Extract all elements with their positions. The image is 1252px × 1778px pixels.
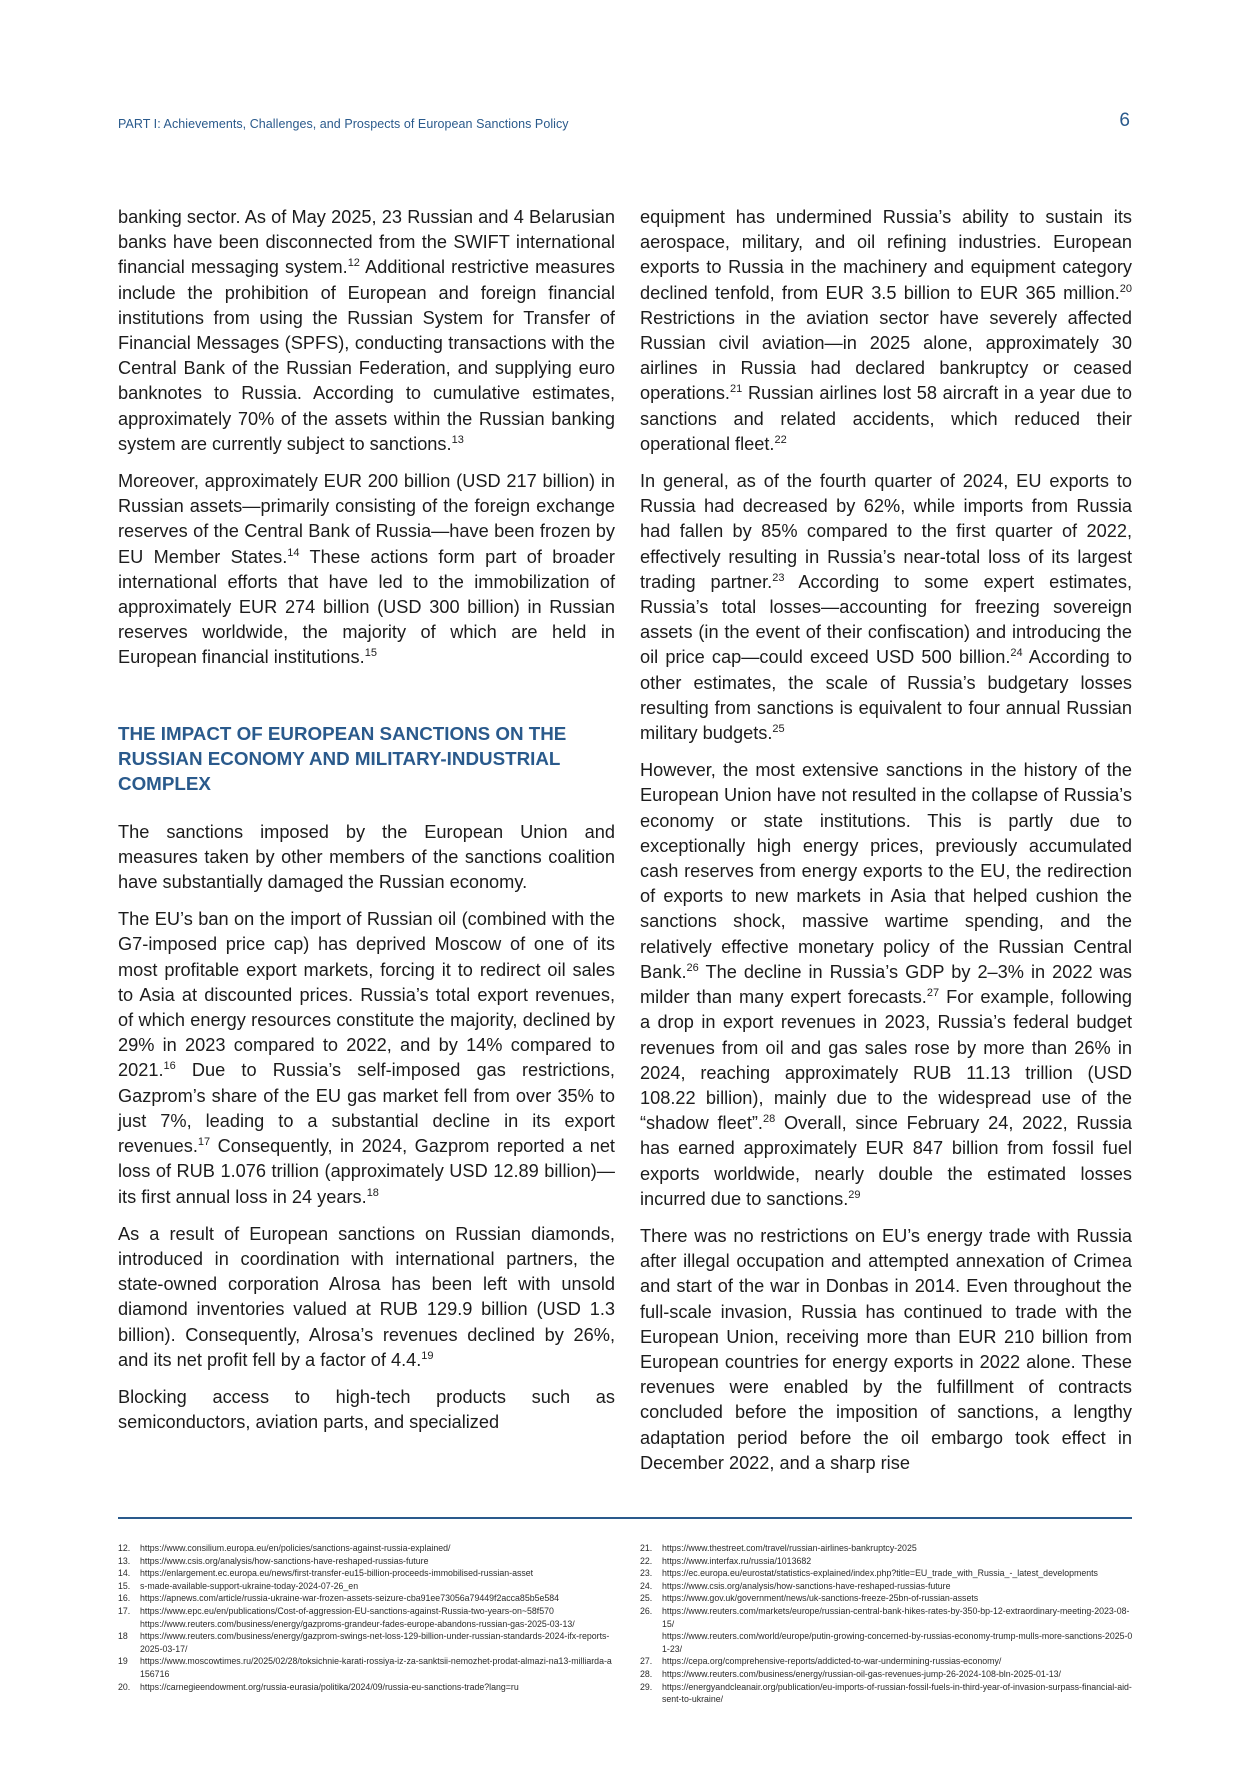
footnote: 13. https://www.csis.org/analysis/how-sanctions-have-reshaped-russias-future — [118, 1555, 613, 1568]
footnote-link[interactable]: https://carnegieendowment.org/russia-eurasia/politika/2024/09/russia-eu-sanctions-trade?lang=ru — [140, 1681, 519, 1692]
footnote-ref[interactable]: 12 — [347, 257, 360, 270]
page-number: 6 — [1119, 110, 1130, 131]
footnotes-right — [640, 1542, 1134, 1706]
footnote: 24. https://www.csis.org/analysis/how-sanctions-have-reshaped-russias-future — [640, 1580, 1134, 1593]
footnote-link[interactable]: https://www.csis.org/analysis/how-sanctions-have-reshaped-russias-future — [662, 1580, 951, 1591]
footnote-ref[interactable]: 13 — [451, 433, 464, 446]
footnotes-left — [118, 1542, 613, 1693]
footnote-ref[interactable]: 25 — [772, 723, 785, 735]
paragraph: As a result of European sanctions on Russian diamonds, introduced in coordination with international partners, the state-owned corporation Alrosa has been left with unsold diamond inventories valued at RUB 129.9 billion (USD 1.3 billion). Consequently, Alrosa’s revenues declined by 26%, and its net profit fell by a factor of 4.4.19 — [118, 1223, 615, 1370]
footnote-link[interactable]: https://www.reuters.com/business/energy/gazprom-swings-net-loss-129-billion-under-russian-standards-2024-ifx-reports-2025-03-17/ — [140, 1631, 610, 1654]
footnote: 12. https://www.consilium.europa.eu/en/policies/sanctions-against-russia-explained/ — [118, 1542, 613, 1555]
footnote — [640, 1630, 1134, 1655]
footnote-ref[interactable]: 16 — [163, 1060, 176, 1073]
running-header: PART I: Achievements, Challenges, and Prospects of European Sanctions Policy — [118, 117, 569, 131]
footnote: 16. https://apnews.com/article/russia-ukraine-war-frozen-assets-seizure-cba91ee73056a79449f2acca85b5e584 — [118, 1592, 613, 1605]
footnote: 21. https://www.thestreet.com/travel/russian-airlines-bankruptcy-2025 — [640, 1542, 1134, 1555]
footnote: 19 https://www.moscowtimes.ru/2025/02/28/toksichnie-karati-rossiya-iz-za-sanktsii-nemozhet-prodat-almazi-na13-milliarda-a156716 — [118, 1656, 612, 1679]
footnote-ref[interactable]: 26 — [686, 961, 699, 974]
footnote-ref[interactable]: 28 — [762, 1113, 776, 1126]
footnote: 18 https://www.reuters.com/business/energy/gazprom-swings-net-loss-129-billion-under-russian-standards-2024-ifx-reports-2025-03-17/ — [118, 1630, 613, 1655]
footnote-ref[interactable]: 29 — [848, 1188, 861, 1201]
footnote: 22. https://www.interfax.ru/russia/1013682 — [640, 1555, 1134, 1568]
footnote-ref[interactable]: 18 — [366, 1186, 379, 1199]
footnote — [118, 1618, 613, 1631]
footnote-link[interactable]: https://www.reuters.com/business/energy/gazproms-grandeur-fades-europe-abandons-russian-gas-2025-03-13/ — [140, 1618, 575, 1629]
footnote: 26. https://www.reuters.com/markets/europe/russian-central-bank-hikes-rates-by-350-bp-12-extraordinary-meeting-2023-08-15/ — [640, 1605, 1134, 1630]
footnote: 15. s-made-available-support-ukraine-today-2024-07-26_en — [118, 1580, 613, 1593]
footnote: 20. https://carnegieendowment.org/russia-eurasia/politika/2024/09/russia-eu-sanctions-trade?lang=ru — [118, 1681, 613, 1694]
footnote-ref[interactable]: 15 — [364, 647, 377, 660]
footnote-link[interactable]: https://www.thestreet.com/travel/russian-airlines-bankruptcy-2025 — [662, 1543, 917, 1553]
paragraph: Blocking access to high-tech products such as semiconductors, aviation parts, and specialized — [118, 1386, 615, 1433]
footnote: 23. https://ec.europa.eu/eurostat/statistics-explained/index.php?title=EU_trade_with_Russia_-_latest_developments — [640, 1567, 1134, 1580]
footnote-ref[interactable]: 21 — [730, 383, 743, 396]
footnote-link[interactable]: https://www.reuters.com/business/energy/russian-oil-gas-revenues-jump-26-2024-108-bln-2025-01-13/ — [662, 1668, 1061, 1679]
footnote-link[interactable]: https://www.gov.uk/government/news/uk-sanctions-freeze-25bn-of-russian-assets — [662, 1593, 979, 1604]
left-column — [118, 205, 615, 1447]
paragraph: The sanctions imposed by the European Union and measures taken by other members of the sanctions coalition have substantially damaged the Russian economy. — [118, 821, 615, 893]
footnote-link[interactable]: https://www.interfax.ru/russia/1013682 — [662, 1555, 812, 1566]
paragraph: banking sector. As of May 2025, 23 Russian and 4 Belarusian banks have been disconnected from the SWIFT international financial messaging system.$^{12}$ Additional restrictive measures include the prohibition of European and foreign financial institutions from using the Russian System for Transfer of Financial Messages (SPFS), conducting transactions with the Central Bank of the Russian Federation, and supplying euro banknotes to Russia. According to cumulative estimates, approximately 70% of the assets within the Russian banking system are currently subject to sanctions.$^{13}$ — [118, 207, 615, 454]
paragraph: In general, as of the fourth quarter of 2024, EU exports to Russia had decreased by 62%, while imports from Russia had fallen by 85% compared to the first quarter of 2022, effectively resulting in Russia’s near-total loss of its largest trading partner.$^{23}$ According to some expert estimates, Russia’s total losses—accounting for freezing sovereign assets (in the event of their confiscation) and introducing the oil price cap—could exceed USD 500 billion.$^{24}$ According to other estimates, the scale of Russia’s budgetary losses resulting from sanctions is equivalent to four annual Russian military budgets.$^{25}$ — [640, 471, 1133, 744]
footnote: 25. https://www.gov.uk/government/news/uk-sanctions-freeze-25bn-of-russian-assets — [640, 1592, 1134, 1605]
footnote: 17. https://www.epc.eu/en/publications/Cost-of-aggression-EU-sanctions-against-Russia-two-years-on~58f570 — [118, 1605, 613, 1618]
footnote-ref[interactable]: 27 — [926, 987, 940, 1000]
paragraph: The EU’s ban on the import of Russian oil (combined with the G7-imposed price cap) has deprived Moscow of one of its most profitable export markets, forcing it to redirect oil sales to Asia at discounted prices. Russia’s total export revenues, of which energy resources constitute the majority, declined by 29% in 2023 compared to 2022, and by 14% compared to 2021.16 Due to Russia’s self-imposed gas restrictions, Gazprom’s share of the EU gas market fell from over 35% to just 7%, leading to a substantial decline in its export revenues.$^{17}$ Consequently, in 2024, Gazprom reported a net loss of RUB 1.076 trillion (approximately USD 12.89 billion)—its first annual loss in 24 years.$^{18}$ — [118, 909, 615, 1207]
right-column — [640, 205, 1132, 1488]
footnote-divider — [118, 1517, 1132, 1519]
footnote: 28. https://www.reuters.com/business/energy/russian-oil-gas-revenues-jump-26-2024-108-bln-2025-01-13/ — [640, 1668, 1134, 1681]
footnote-link[interactable]: https://www.csis.org/analysis/how-sanctions-have-reshaped-russias-future — [140, 1555, 429, 1566]
paragraph: However, the most extensive sanctions in the history of the European Union have not resulted in the collapse of Russia’s economy or state institutions. This is partly due to exceptionally high energy prices, previously accumulated cash reserves from energy exports to the EU, the redirection of exports to new markets in Asia that helped cushion the sanctions shock, massive wartime spending, and the relatively effective monetary policy of the Russian Central Bank.$^{26}$ The decline in Russia’s GDP by 2–3% in 2022 was milder than many expert forecasts.$^{27}$ For example, following a drop in export revenues in 2023, Russia’s federal budget revenues from oil and gas sales rose by more than 26% in 2024, reaching approximately RUB 11.13 trillion (USD 108.22 billion), mainly due to the widespread use of the “shadow fleet”.$^{28}$ Overall, since February 24, 2022, Russia has earned approximately EUR 847 billion from fossil fuel exports worldwide, nearly double the estimated losses incurred due to sanctions.$^{29}$ — [640, 760, 1132, 1209]
paragraph: There was no restrictions on EU’s energy trade with Russia after illegal occupation and attempted annexation of Crimea and start of the war in Donbas in 2014. Even throughout the full-scale invasion, Russia has continued to trade with the European Union, receiving more than EUR 210 billion from European countries for energy exports in 2022 alone. These revenues were enabled by the fulfillment of contracts concluded before the imposition of sanctions, a lengthy adaptation period before the oil embargo took effect in December 2022, and a sharp rise — [640, 1225, 1132, 1473]
footnote-link[interactable]: https://cepa.org/comprehensive-reports/addicted-to-war-undermining-russias-economy/ — [662, 1656, 1002, 1667]
footnote-link[interactable]: https://www.consilium.europa.eu/en/policies/sanctions-against-russia-explained/ — [140, 1543, 451, 1553]
footnote-ref[interactable]: 24 — [1010, 647, 1023, 660]
footnote-ref[interactable]: 20 — [1119, 282, 1132, 295]
footnote-link[interactable]: https://www.reuters.com/markets/europe/russian-central-bank-hikes-rates-by-350-bp-12-extraordinary-meeting-2023-08-15/ — [662, 1605, 1130, 1629]
paragraph: Moreover, approximately EUR 200 billion (USD 217 billion) in Russian assets—primarily consisting of the foreign exchange reserves of the Central Bank of Russia—have been frozen by EU Member States.$^{14}$ These actions form part of broader international efforts that have led to the immobilization of approximately EUR 274 billion (USD 300 billion) in Russian reserves worldwide, the majority of which are held in European financial institutions.$^{15}$ — [118, 471, 615, 668]
paragraph: equipment has undermined Russia’s ability to sustain its aerospace, military, and oil refining industries. European exports to Russia in the machinery and equipment category declined tenfold, from EUR 3.5 billion to EUR 365 million.$^{20}$ Restrictions in the aviation sector have severely affected Russian civil aviation—in 2025 alone, approximately 30 airlines in Russia had declared bankruptcy or ceased operations.$^{21}$ Russian airlines lost 58 aircraft in a year due to sanctions and related accidents, which reduced their operational fleet.$^{22}$ — [640, 207, 1132, 454]
footnote-link[interactable]: https://www.reuters.com/world/europe/putin-growing-concerned-by-russias-economy-trump-mulls-more-sanctions-2025-01-23/ — [662, 1631, 1133, 1654]
footnote-ref[interactable]: 17 — [197, 1136, 211, 1149]
footnote-ref[interactable]: 14 — [287, 546, 300, 559]
footnote-link[interactable]: https://energyandcleanair.org/publication/eu-imports-of-russian-fossil-fuels-in-third-year-of-invasion-surpass-financial-aid-sent-to-ukraine/ — [662, 1681, 1132, 1705]
footnote-link[interactable]: https://enlargement.ec.europa.eu/news/first-transfer-eu15-billion-proceeds-immobilised-russian-asset — [140, 1568, 534, 1579]
footnote-link[interactable]: https://ec.europa.eu/eurostat/statistics-explained/index.php?title=EU_trade_with_Russia_-_latest_developments — [662, 1568, 1098, 1579]
footnote: 14. https://enlargement.ec.europa.eu/news/first-transfer-eu15-billion-proceeds-immobilised-russian-asset — [118, 1567, 613, 1580]
footnote-link[interactable]: https://www.epc.eu/en/publications/Cost-of-aggression-EU-sanctions-against-Russia-two-years-on~58f570 — [140, 1605, 554, 1616]
footnote-link[interactable]: s-made-available-support-ukraine-today-2024-07-26_en — [140, 1580, 359, 1591]
footnote-ref[interactable]: 19 — [421, 1349, 434, 1362]
footnote: 29. https://energyandcleanair.org/publication/eu-imports-of-russian-fossil-fuels-in-third-year-of-invasion-surpass-financial-aid-sent-to-ukraine/ — [640, 1681, 1134, 1706]
footnote-ref[interactable]: 22 — [774, 433, 787, 446]
footnote: 27. https://cepa.org/comprehensive-reports/addicted-to-war-undermining-russias-economy/ — [640, 1655, 1134, 1668]
section-heading: THE IMPACT OF EUROPEAN SANCTIONS ON THE RUSSIAN ECONOMY AND MILITARY-INDUSTRIAL COMPLEX — [118, 722, 567, 794]
footnote-link[interactable]: https://www.moscowtimes.ru/2025/02/28/toksichnie-karati-rossiya-iz-za-sanktsii-nemozhet-prodat-almazi-na13-milliarda-a156716 — [140, 1656, 612, 1679]
footnote-link[interactable]: https://apnews.com/article/russia-ukraine-war-frozen-assets-seizure-cba91ee73056a79449f2acca85b5e584 — [140, 1593, 560, 1604]
footnote-ref[interactable]: 23 — [772, 571, 785, 584]
